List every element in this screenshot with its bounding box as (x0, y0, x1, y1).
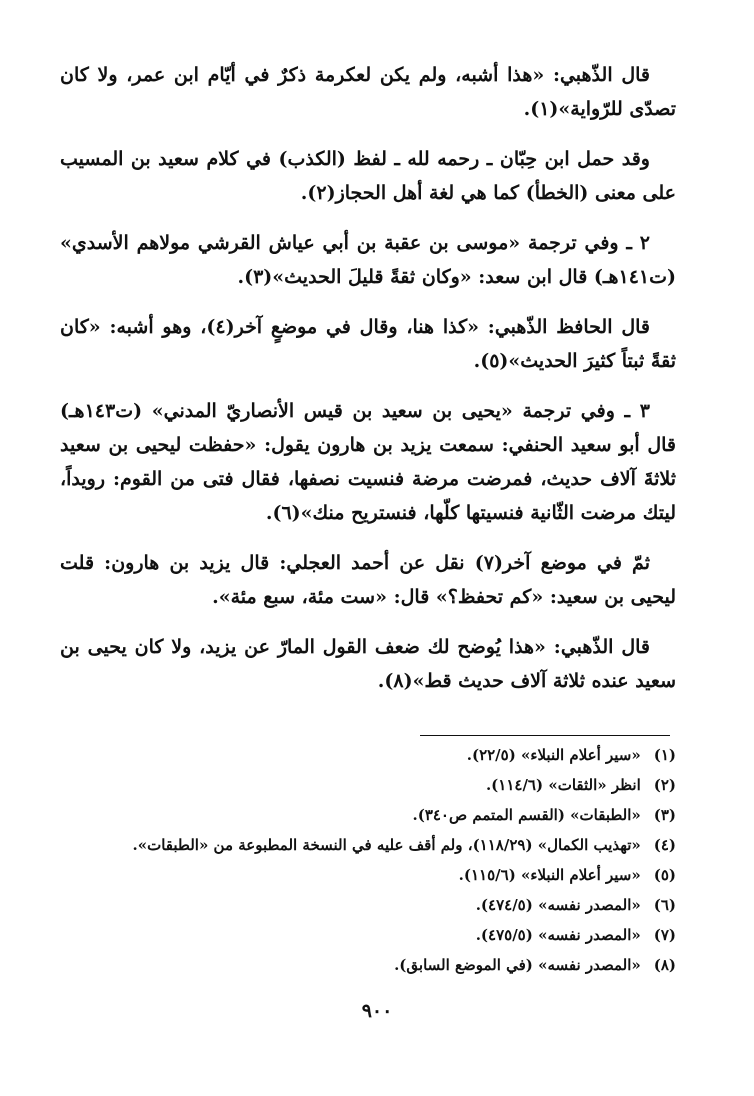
footnote-text: «سير أعلام النبلاء» (١١٥/٦). (458, 866, 641, 884)
footnote (60, 770, 676, 800)
footnote-text: «تهذيب الكمال» (١١٨/٢٩)، ولم أقف عليه في النسخة المطبوعة من «الطبقات». (132, 836, 641, 854)
footnote-divider (420, 735, 670, 736)
footnote-number: (٣) (653, 806, 676, 824)
footnote (60, 740, 676, 770)
footnote-text: «المصدر نفسه» (٤٧٤/٥). (475, 896, 641, 914)
page-number: ٩٠٠ (361, 1000, 393, 1022)
footnote-number: (٨) (653, 956, 676, 974)
paragraph: قال الذّهبي: «هذا أشبه، ولم يكن لعكرمة ذكرٌ في أيّام ابن عمر، ولا كان تصدّى للرّواية»(١). (60, 64, 676, 120)
footnote (60, 920, 676, 950)
footnote-number: (٦) (653, 896, 676, 914)
paragraph: ثمّ في موضع آخر(٧) نقل عن أحمد العجلي: قال يزيد بن هارون: قلت ليحيى بن سعيد: «كم تحفظ؟» قال: «ست مئة، سبع مئة». (60, 552, 676, 608)
footnote-number: (٤) (653, 836, 676, 854)
paragraph: وقد حمل ابن حِبّان ـ رحمه لله ـ لفظ (الكذب) في كلام سعيد بن المسيب على معنى (الخطأ) كما هي لغة أهل الحجاز(٢). (60, 148, 676, 204)
footnote-text: «الطبقات» (القسم المتمم ص٣٤٠). (412, 806, 641, 824)
paragraph: قال الذّهبي: «هذا يُوضح لك ضعف القول المارّ عن يزيد، ولا كان يحيى بن سعيد عنده ثلاثة آلاف حديث قط»(٨). (60, 636, 676, 692)
footnote-text: «المصدر نفسه» (في الموضع السابق). (394, 956, 641, 974)
paragraph: قال الحافظ الذّهبي: «كذا هنا، وقال في موضعٍ آخر(٤)، وهو أشبه: «كان ثقةً ثبتاً كثيرَ الحديث»(٥). (60, 316, 676, 372)
footnote-number: (١) (653, 746, 676, 764)
main-text (60, 58, 676, 714)
footnotes (60, 740, 676, 980)
footnote (60, 860, 676, 890)
paragraph: ٢ ـ وفي ترجمة «موسى بن عقبة بن أبي عياش القرشي مولاهم الأسدي» (ت١٤١هـ) قال ابن سعد: «وكان ثقةً قليلَ الحديث»(٣). (60, 232, 676, 288)
footnote-text: «سير أعلام النبلاء» (٢٢/٥). (466, 746, 641, 764)
footnote (60, 890, 676, 920)
footnote (60, 830, 676, 860)
footnote-text: «المصدر نفسه» (٤٧٥/٥). (475, 926, 641, 944)
footnote-text: انظر «الثقات» (١١٤/٦). (485, 776, 641, 794)
footnote-number: (٧) (653, 926, 676, 944)
footnote (60, 950, 676, 980)
footnote-number: (٢) (653, 776, 676, 794)
footnote (60, 800, 676, 830)
paragraph: ٣ ـ وفي ترجمة «يحيى بن سعيد بن قيس الأنصاريّ المدني» (ت١٤٣هـ) قال أبو سعيد الحنفي: سمعت يزيد بن هارون يقول: «حفظت ليحيى بن سعيد ثلاثةَ آلاف حديث، فمرضت مرضة فنسيت نصفها، فقال فتى من القوم: رويداً، ليتك مرضت الثّانية فنسيتها كلّها، فنستريح منك»(٦). (60, 400, 676, 524)
footnote-number: (٥) (653, 866, 676, 884)
